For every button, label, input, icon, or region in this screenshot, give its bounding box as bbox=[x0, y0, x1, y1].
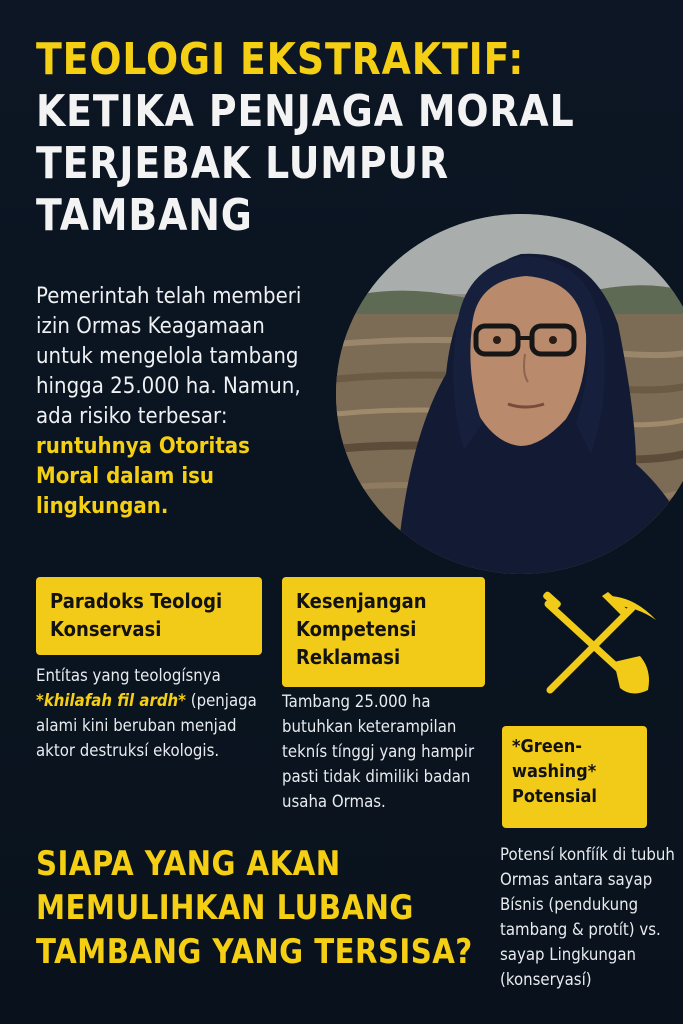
title-line-3: TERJEBAK LUMPUR bbox=[36, 138, 450, 189]
title-line-4: TAMBANG bbox=[36, 190, 253, 241]
intro-highlight: runtuhnya Otoritas Moral dalam isu lingkungan. bbox=[36, 434, 250, 519]
card-1-desc-emphasis: *khilafah fil ardh* bbox=[36, 691, 187, 711]
card-title-paradoks bbox=[36, 577, 262, 655]
card-title-kesenjangan bbox=[282, 577, 485, 687]
card-1-title: Paradoks Teologi Konservasi bbox=[50, 589, 223, 641]
question-line-3: TAMBANG YANG TERSISA? bbox=[36, 932, 473, 972]
title-line-1: TEOLOGI EKSTRAKTIF: bbox=[36, 34, 525, 85]
intro-text: Pemerintah telah memberi izin Ormas Keagamaan untuk mengelola tambang hingga 25.000 ha. Namun, ada risiko terbesar: bbox=[36, 284, 302, 429]
title-line-2: KETIKA PENJAGA MORAL bbox=[36, 86, 575, 137]
card-2-title: Kesenjangan Kompetensi Reklamasi bbox=[296, 589, 427, 669]
question-line-1: SIAPA YANG AKAN bbox=[36, 844, 341, 884]
card-title-greenwashing bbox=[502, 726, 647, 828]
portrait-photo bbox=[336, 214, 683, 574]
pickaxe-shovel-icon bbox=[540, 590, 662, 702]
intro-paragraph bbox=[36, 282, 306, 522]
portrait-illustration bbox=[336, 214, 683, 574]
card-2-description: Tambang 25.000 ha butuhkan keterampilan teknís tínggj yang hampir pasti tidak dimiliki badan usaha Ormas. bbox=[282, 692, 475, 812]
card-3-title: *Green-washing* Potensial bbox=[512, 736, 597, 807]
card-1-description bbox=[36, 664, 265, 764]
page-title bbox=[36, 34, 575, 242]
closing-question bbox=[36, 842, 500, 974]
card-3-description: Potensí konfíík di tubuh Ormas antara sayap Bísnis (pendukung tambang & protít) vs. sayap Lingkungan (konseryasí) bbox=[500, 845, 675, 990]
card-1-desc-after: (penjaga alami kini beruban menjad aktor destruksí ekologis. bbox=[36, 691, 257, 761]
card-1-desc-before: Entítas yang teologísnya bbox=[36, 666, 221, 686]
question-line-2: MEMULIHKAN LUBANG bbox=[36, 888, 414, 928]
